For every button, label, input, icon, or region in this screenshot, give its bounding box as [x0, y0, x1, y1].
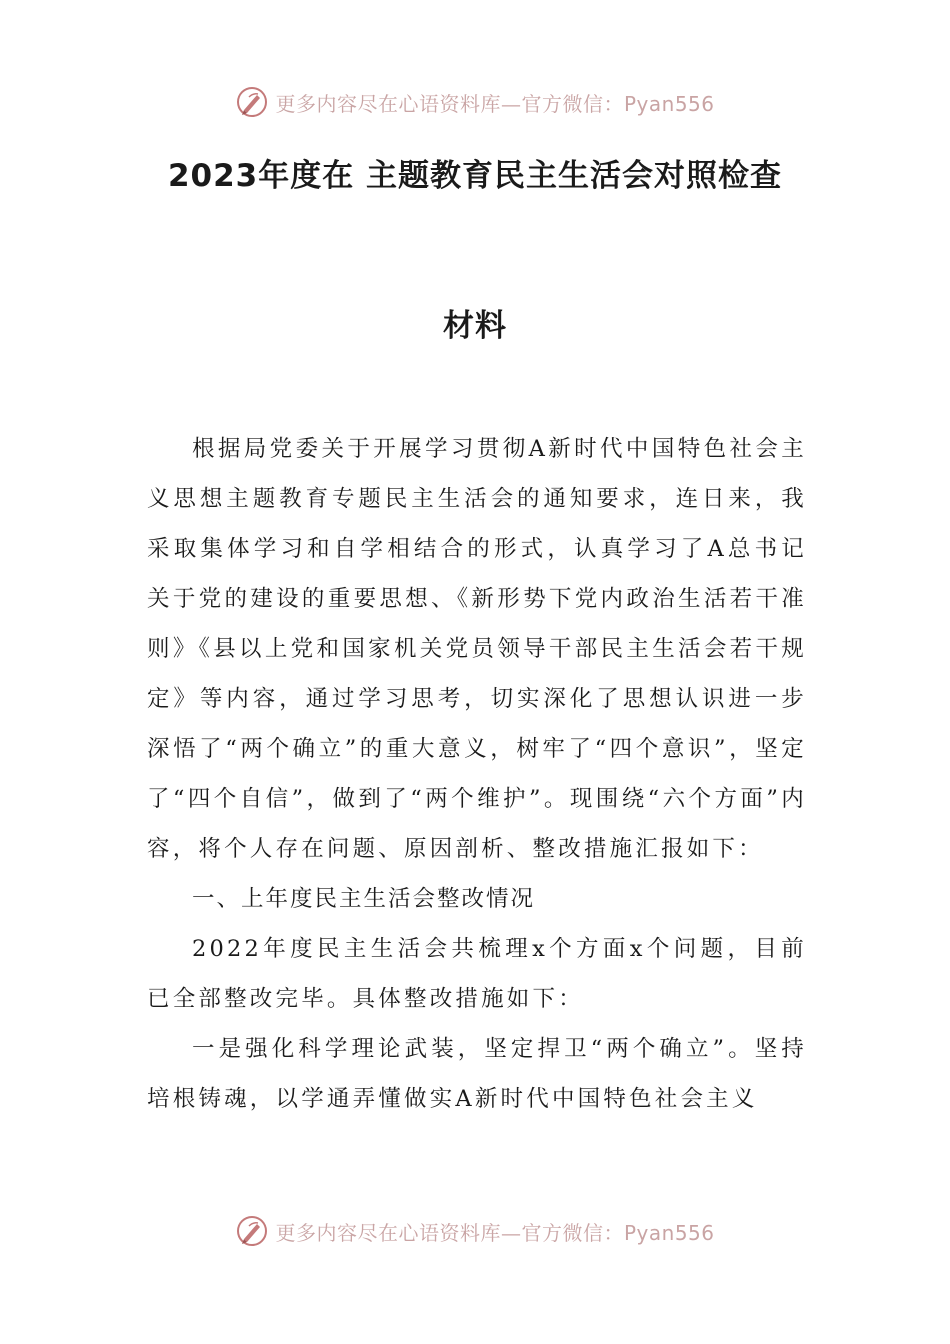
watermark-text: 更多内容尽在心语资料库—官方微信：Pyan556: [275, 91, 715, 116]
section-heading-1: 一、上年度民主生活会整改情况: [192, 886, 536, 912]
watermark-code: Pyan556: [623, 91, 715, 116]
pen-logo-icon: [235, 1214, 269, 1248]
document-title-line-2: 材料: [443, 308, 507, 344]
header-watermark: [0, 82, 950, 122]
footer-watermark: [0, 1211, 950, 1251]
watermark-code: Pyan556: [623, 1220, 715, 1245]
document-title-line-1: 2023年度在 主题教育民主生活会对照检查: [167, 158, 783, 194]
document-body: [147, 424, 807, 1124]
paragraph-summary: 2022年度民主生活会共梳理x个方面x个问题，目前已全部整改完毕。具体整改措施如下：: [147, 936, 807, 1012]
paragraph-intro: 根据局党委关于开展学习贯彻A新时代中国特色社会主义思想主题教育专题民主生活会的通知要求，连日来，我采取集体学习和自学相结合的形式，认真学习了A总书记关于党的建设的重要思想、《新形势下党内政治生活若干准则》《县以上党和国家机关党员领导干部民主生活会若干规定》等内容，通过学习思考，切实深化了思想认识进一步深悟了“两个确立”的重大意义，树牢了“四个意识”，坚定了“四个自信”，做到了“两个维护”。现围绕“六个方面”内容，将个人存在问题、原因剖析、整改措施汇报如下：: [147, 436, 807, 862]
watermark-text: 更多内容尽在心语资料库—官方微信：Pyan556: [275, 1220, 715, 1245]
paragraph-measure-1: 一是强化科学理论武装，坚定捍卫“两个确立”。坚持培根铸魂，以学通弄懂做实A新时代中国特色社会主义: [147, 1036, 807, 1112]
pen-logo-icon: [235, 85, 269, 119]
